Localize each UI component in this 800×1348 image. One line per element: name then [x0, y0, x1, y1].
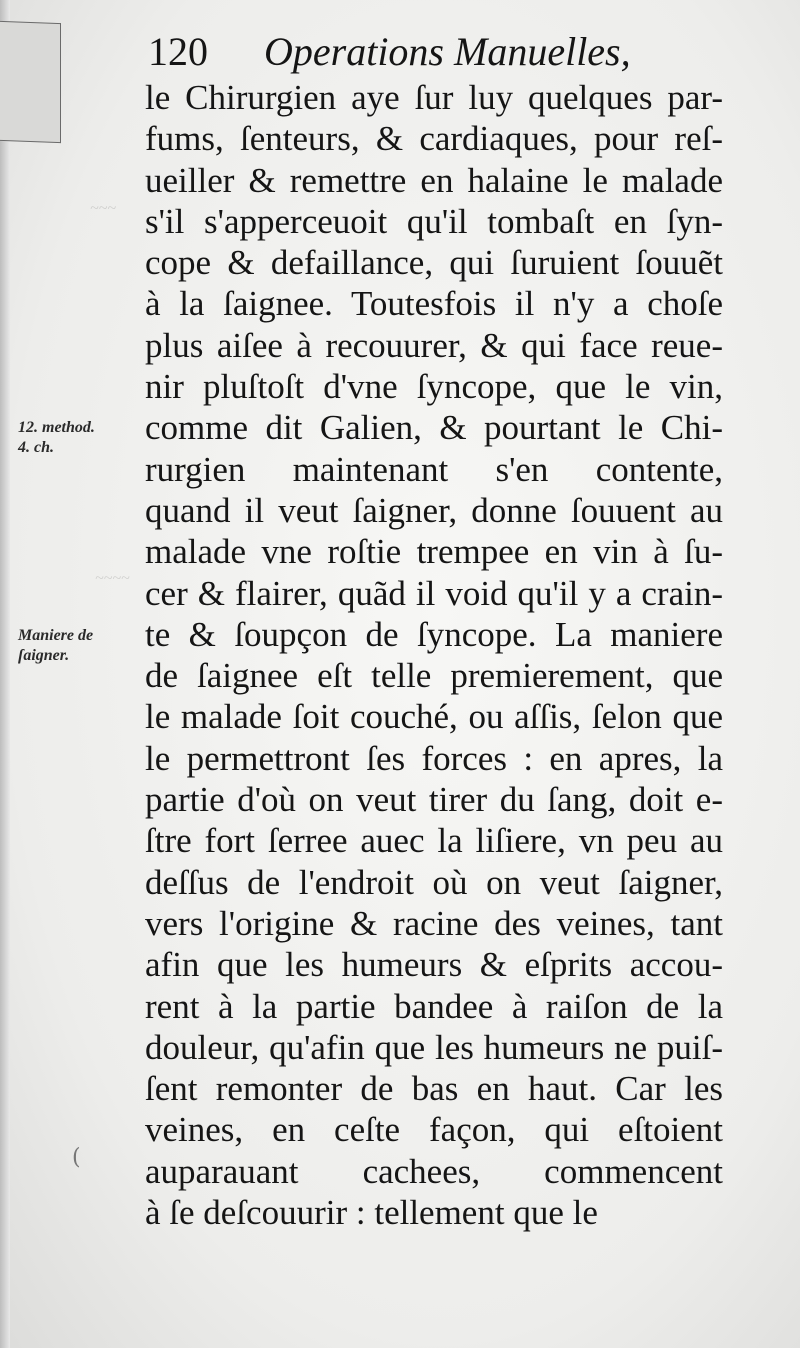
text-line: deſſus de l'endroit où on veut ſaigner, [145, 862, 723, 902]
page-header [142, 26, 742, 78]
text-line: le permettront ſes forces : en apres, la [145, 738, 723, 778]
text-line: s'il s'apperceuoit qu'il tombaſt en ſyn- [145, 201, 723, 241]
margin-note-line: Maniere de [18, 627, 94, 644]
body-text [145, 77, 723, 1233]
text-line: rent à la partie bandee à raiſon de la [145, 986, 723, 1026]
text-line: ueiller & remettre en halaine le malade [145, 160, 723, 200]
text-line: comme dit Galien, & pourtant le Chi- [145, 408, 723, 448]
text-line: partie d'où on veut tirer du ſang, doit e- [145, 780, 723, 820]
text-line: ſtre fort ſerree auec la liſiere, vn peu au [145, 821, 723, 861]
text-line: malade vne roſtie trempee en vin à ſu- [145, 532, 723, 572]
text-line: auparauant cachees, commencent [145, 1151, 723, 1191]
text-line: cope & defaillance, qui ſuruient ſouuẽt [145, 243, 723, 283]
text-line: afin que les humeurs & eſprits accou- [145, 945, 723, 985]
text-line: de ſaignee eſt telle premierement, que [145, 656, 723, 696]
text-line: fums, ſenteurs, & cardiaques, pour reſ- [145, 119, 723, 159]
page-edge [0, 0, 10, 1348]
margin-ink-mark: ( [72, 1145, 81, 1170]
text-line: le Chirurgien aye ſur luy quelques par- [145, 78, 723, 117]
show-through-mark: ~~~~ [95, 570, 130, 587]
text-line: rurgien maintenant s'en contente, [145, 449, 723, 489]
torn-page-corner [0, 21, 61, 143]
show-through-mark: ~~~ [90, 200, 116, 217]
text-line: plus aiſee à recouurer, & qui face reue- [145, 325, 723, 365]
margin-note-saignee [18, 626, 146, 666]
text-line: te & ſoupçon de ſyncope. La maniere [145, 614, 723, 654]
text-line: nir pluſtoſt d'vne ſyncope, que le vin, [145, 367, 723, 407]
margin-note-galien-reference [18, 418, 146, 458]
margin-note-line: ſaigner. [18, 647, 70, 664]
page-number: 120 [148, 29, 208, 74]
text-line: quand il veut ſaigner, donne ſouuent au [145, 490, 723, 530]
text-line: à la ſaignee. Toutesfois il n'y a choſe [145, 284, 723, 324]
text-line: ſent remonter de bas en haut. Car les [145, 1069, 723, 1109]
text-line: douleur, qu'afin que les humeurs ne puiſ- [145, 1027, 723, 1067]
text-line: cer & flairer, quãd il void qu'il y a crain- [145, 573, 723, 613]
running-title: Operations Manuelles, [264, 29, 631, 74]
margin-note-line: 12. method. [18, 419, 95, 436]
text-line: à ſe deſcouurir : tellement que le [145, 1193, 598, 1233]
text-line: veines, en ceſte façon, qui eſtoient [145, 1110, 723, 1150]
margin-note-line: 4. ch. [18, 439, 54, 456]
text-line: le malade ſoit couché, ou aſſis, ſelon que [145, 697, 723, 737]
text-line: vers l'origine & racine des veines, tant [145, 903, 723, 943]
